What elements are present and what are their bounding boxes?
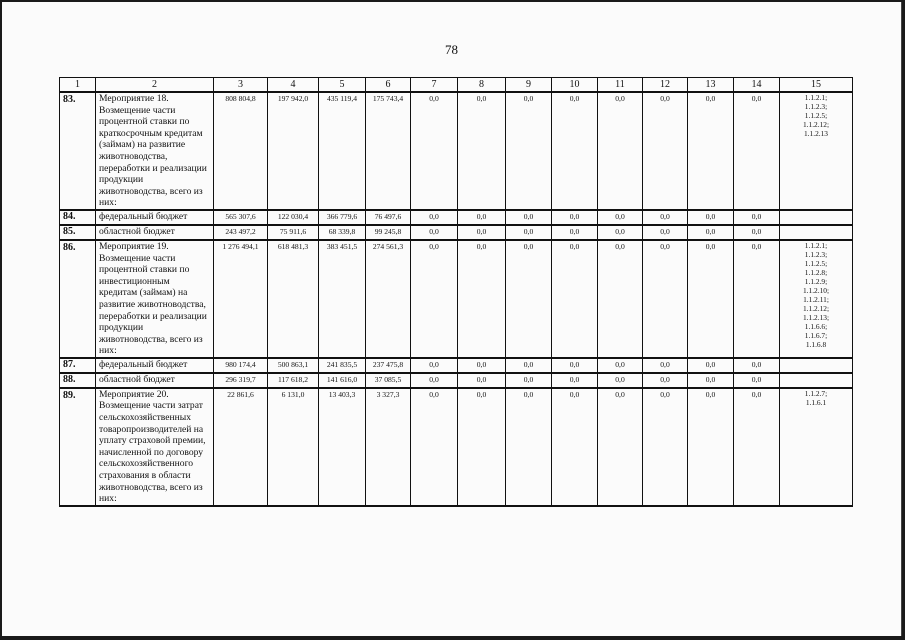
document-page — [2, 2, 902, 636]
amount-cell: 0,0 — [506, 225, 552, 240]
amount-cell: 0,0 — [688, 240, 734, 358]
amount-cell: 0,0 — [458, 225, 506, 240]
amount-cell: 37 085,5 — [366, 373, 411, 388]
indicator-codes — [780, 240, 853, 358]
column-header: 8 — [458, 78, 506, 93]
column-header: 5 — [319, 78, 366, 93]
amount-cell: 175 743,4 — [366, 92, 411, 210]
amount-cell: 0,0 — [458, 358, 506, 373]
page-number: 78 — [445, 42, 458, 57]
indicator-codes — [780, 373, 853, 388]
amount-cell: 0,0 — [506, 92, 552, 210]
amount-cell: 117 618,2 — [268, 373, 319, 388]
amount-cell: 0,0 — [411, 92, 458, 210]
amount-cell: 366 779,6 — [319, 210, 366, 225]
amount-cell: 0,0 — [688, 92, 734, 210]
header-row — [60, 78, 853, 93]
amount-cell: 0,0 — [643, 225, 688, 240]
amount-cell: 0,0 — [734, 373, 780, 388]
table-row — [60, 388, 853, 506]
row-description: областной бюджет — [96, 225, 214, 240]
amount-cell: 0,0 — [643, 240, 688, 358]
amount-cell: 22 861,6 — [214, 388, 268, 506]
row-number: 87. — [60, 358, 96, 373]
amount-cell: 0,0 — [643, 92, 688, 210]
column-header: 3 — [214, 78, 268, 93]
amount-cell: 99 245,8 — [366, 225, 411, 240]
amount-cell: 296 319,7 — [214, 373, 268, 388]
amount-cell: 0,0 — [552, 92, 598, 210]
indicator-code: 1.1.2.7; — [804, 388, 828, 398]
amount-cell: 141 616,0 — [319, 373, 366, 388]
amount-cell: 68 339,8 — [319, 225, 366, 240]
amount-cell: 197 942,0 — [268, 92, 319, 210]
amount-cell: 0,0 — [411, 358, 458, 373]
amount-cell: 618 481,3 — [268, 240, 319, 358]
table-row — [60, 210, 853, 225]
amount-cell: 0,0 — [458, 240, 506, 358]
column-header: 1 — [60, 78, 96, 93]
amount-cell: 0,0 — [506, 240, 552, 358]
indicator-code: 1.1.2.3; — [804, 102, 828, 111]
amount-cell: 0,0 — [734, 358, 780, 373]
row-number: 85. — [60, 225, 96, 240]
amount-cell: 243 497,2 — [214, 225, 268, 240]
amount-cell: 6 131,0 — [268, 388, 319, 506]
column-header: 2 — [96, 78, 214, 93]
amount-cell: 383 451,5 — [319, 240, 366, 358]
amount-cell: 0,0 — [411, 225, 458, 240]
amount-cell: 0,0 — [598, 388, 643, 506]
indicator-code: 1.1.2.9; — [804, 276, 828, 286]
amount-cell: 0,0 — [552, 373, 598, 388]
amount-cell: 0,0 — [734, 388, 780, 506]
table-row — [60, 92, 853, 210]
column-header: 6 — [366, 78, 411, 93]
amount-cell: 0,0 — [411, 240, 458, 358]
amount-cell: 808 804,8 — [214, 92, 268, 210]
row-description: федеральный бюджет — [96, 358, 214, 373]
amount-cell: 0,0 — [598, 92, 643, 210]
row-description: федеральный бюджет — [96, 210, 214, 225]
indicator-code: 1.1.6.7; — [804, 330, 828, 340]
amount-cell: 0,0 — [598, 240, 643, 358]
amount-cell: 0,0 — [598, 358, 643, 373]
row-description: Мероприятие 18. Возмещение части процентной ставки по краткосрочным кредитам (займам) на развитие животноводства, переработки и реализации продукции животноводства, всего из них: — [96, 92, 214, 210]
amount-cell: 0,0 — [734, 210, 780, 225]
amount-cell: 0,0 — [458, 373, 506, 388]
indicator-code: 1.1.6.8 — [805, 339, 827, 349]
column-header: 7 — [411, 78, 458, 93]
indicator-codes — [780, 388, 853, 506]
amount-cell: 0,0 — [598, 225, 643, 240]
row-description: Мероприятие 20. Возмещение части затрат сельскохозяйственных товаропроизводителей на уплату страховой премии, начисленной по договору сельскохозяйственного страхования в области животноводства, всего из них: — [96, 388, 214, 506]
table-row — [60, 373, 853, 388]
amount-cell: 0,0 — [552, 240, 598, 358]
indicator-code: 1.1.2.5; — [804, 258, 828, 268]
indicator-code: 1.1.2.1; — [804, 240, 828, 250]
column-header: 4 — [268, 78, 319, 93]
amount-cell: 0,0 — [552, 225, 598, 240]
indicator-code: 1.1.6.1 — [805, 397, 827, 407]
amount-cell: 0,0 — [688, 373, 734, 388]
amount-cell: 0,0 — [411, 373, 458, 388]
amount-cell: 0,0 — [506, 373, 552, 388]
amount-cell: 0,0 — [458, 388, 506, 506]
amount-cell: 0,0 — [458, 210, 506, 225]
amount-cell: 0,0 — [458, 92, 506, 210]
amount-cell: 0,0 — [552, 388, 598, 506]
amount-cell: 565 307,6 — [214, 210, 268, 225]
amount-cell: 0,0 — [411, 388, 458, 506]
amount-cell: 0,0 — [598, 210, 643, 225]
amount-cell: 0,0 — [734, 225, 780, 240]
row-number: 89. — [60, 388, 96, 506]
amount-cell: 0,0 — [688, 225, 734, 240]
column-header: 12 — [643, 78, 688, 93]
table-row — [60, 240, 853, 358]
amount-cell: 0,0 — [552, 358, 598, 373]
amount-cell: 0,0 — [598, 373, 643, 388]
column-header: 11 — [598, 78, 643, 93]
amount-cell: 0,0 — [552, 210, 598, 225]
amount-cell: 76 497,6 — [366, 210, 411, 225]
indicator-codes — [780, 210, 853, 225]
column-header: 9 — [506, 78, 552, 93]
indicator-codes — [780, 92, 853, 210]
amount-cell: 980 174,4 — [214, 358, 268, 373]
column-header: 14 — [734, 78, 780, 93]
indicator-code: 1.1.2.13; — [802, 312, 830, 322]
amount-cell: 0,0 — [643, 388, 688, 506]
indicator-code: 1.1.2.10; — [802, 285, 830, 295]
indicator-code: 1.1.2.3; — [804, 249, 828, 259]
row-number: 83. — [60, 92, 96, 210]
indicator-code: 1.1.6.6; — [804, 321, 828, 331]
amount-cell: 274 561,3 — [366, 240, 411, 358]
amount-cell: 122 030,4 — [268, 210, 319, 225]
indicator-code: 1.1.2.13 — [803, 129, 829, 138]
column-header: 15 — [780, 78, 853, 93]
amount-cell: 75 911,6 — [268, 225, 319, 240]
amount-cell: 0,0 — [643, 358, 688, 373]
budget-table — [59, 77, 853, 507]
amount-cell: 0,0 — [506, 210, 552, 225]
table-row — [60, 358, 853, 373]
row-number: 84. — [60, 210, 96, 225]
indicator-codes — [780, 225, 853, 240]
amount-cell: 1 276 494,1 — [214, 240, 268, 358]
amount-cell: 435 119,4 — [319, 92, 366, 210]
amount-cell: 500 863,1 — [268, 358, 319, 373]
amount-cell: 13 403,3 — [319, 388, 366, 506]
amount-cell: 0,0 — [688, 358, 734, 373]
indicator-code: 1.1.2.1; — [804, 93, 828, 102]
amount-cell: 0,0 — [688, 210, 734, 225]
amount-cell: 0,0 — [506, 358, 552, 373]
row-description: областной бюджет — [96, 373, 214, 388]
amount-cell: 237 475,8 — [366, 358, 411, 373]
row-number: 88. — [60, 373, 96, 388]
amount-cell: 0,0 — [734, 240, 780, 358]
indicator-code: 1.1.2.8; — [804, 267, 828, 277]
indicator-code: 1.1.2.11; — [803, 294, 829, 304]
column-header: 10 — [552, 78, 598, 93]
amount-cell: 0,0 — [734, 92, 780, 210]
table-row — [60, 225, 853, 240]
row-description: Мероприятие 19. Возмещение части процентной ставки по инвестиционным кредитам (займам) на развитие животноводства, переработки и реализации продукции животноводства, всего из них: — [96, 240, 214, 358]
amount-cell: 0,0 — [411, 210, 458, 225]
amount-cell: 0,0 — [643, 373, 688, 388]
indicator-codes — [780, 358, 853, 373]
amount-cell: 3 327,3 — [366, 388, 411, 506]
amount-cell: 0,0 — [643, 210, 688, 225]
indicator-code: 1.1.2.12; — [802, 303, 830, 313]
amount-cell: 241 835,5 — [319, 358, 366, 373]
amount-cell: 0,0 — [688, 388, 734, 506]
indicator-code: 1.1.2.5; — [804, 111, 828, 120]
indicator-code: 1.1.2.12; — [802, 120, 830, 129]
row-number: 86. — [60, 240, 96, 358]
column-header: 13 — [688, 78, 734, 93]
amount-cell: 0,0 — [506, 388, 552, 506]
